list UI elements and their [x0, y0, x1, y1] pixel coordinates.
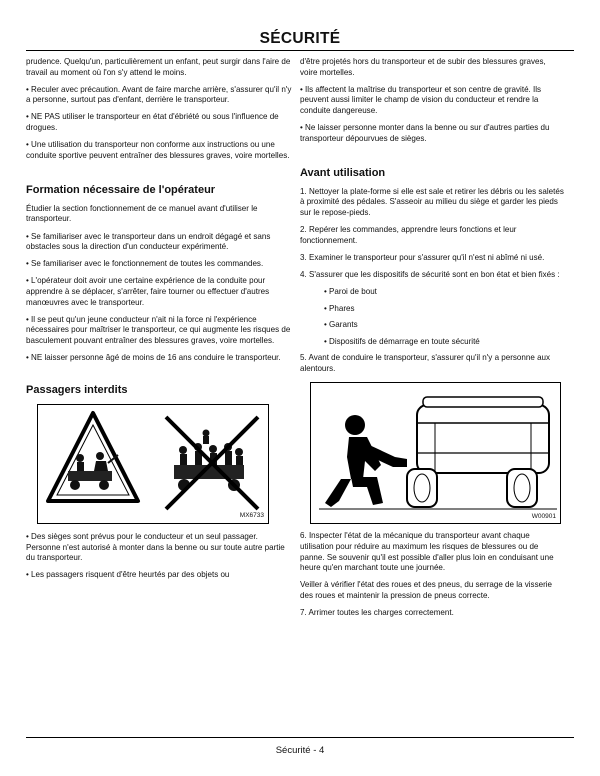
page-title: SÉCURITÉ	[259, 30, 341, 47]
page-number: Sécurité - 4	[275, 745, 325, 756]
figure-code: W00901	[531, 512, 556, 520]
footer-rule	[26, 737, 574, 738]
numbered-step: 1. Nettoyer la plate-forme si elle est sale et retirer les débris ou les saletés à proximité des pédales. S'asseoir au milieu du siège et garder les pieds sur le repose-pieds.	[300, 186, 564, 217]
bullet-paragraph: • Reculer avec précaution. Avant de faire marche arrière, s'assurer qu'il n'y a personne, surtout pas d'enfant, derrière le transporteur.	[26, 84, 292, 105]
numbered-step: 5. Avant de conduire le transporteur, s'assurer qu'il n'y a personne aux alentours.	[300, 353, 551, 373]
no-passengers-illustration	[38, 405, 268, 523]
tire-inspection-illustration	[311, 383, 560, 523]
bullet-paragraph: • Il se peut qu'un jeune conducteur n'ait ni la force ni l'expérience nécessaires pour maîtriser le transporteur, ce qui augmente les risques de basculement pouvant entraîner des blessures graves, voire mortelles.	[26, 314, 291, 345]
numbered-step: 2. Repérer les commandes, apprendre leurs fonctions et leur fonctionnement.	[300, 225, 517, 245]
sub-bullet: • Phares	[324, 303, 355, 313]
section-heading-avant: Avant utilisation	[300, 167, 386, 180]
bullet-paragraph: • Ne laisser personne monter dans la benne ou sur d'autres parties du transporteur dépourvues de sièges.	[300, 122, 550, 143]
bullet-paragraph: • Une utilisation du transporteur non conforme aux instructions ou une conduite sportive peuvent entraîner des blessures graves, voire mortelles.	[26, 140, 290, 160]
paragraph: Étudier la section fonctionnement de ce manuel avant d'utiliser le transporteur.	[26, 203, 258, 224]
section-heading-formation: Formation nécessaire de l'opérateur	[26, 184, 216, 197]
bullet-paragraph: • NE laisser personne âgé de moins de 16 ans conduire le transporteur.	[26, 352, 281, 362]
paragraph: prudence. Quelqu'un, particulièrement un enfant, peut surgir dans l'aire de travail au moment où l'on s'y attend le moins.	[26, 57, 291, 77]
bullet-paragraph: • Des sièges sont prévus pour le conducteur et un seul passager. Personne n'est autorisé à monter dans la benne ou sur toute autre partie du transporteur.	[26, 532, 285, 563]
bullet-paragraph: • Se familiariser avec le fonctionnement de toutes les commandes.	[26, 259, 264, 269]
paragraph: d'être projetés hors du transporteur et de subir des blessures graves, voire mortelles.	[300, 57, 546, 77]
bullet-paragraph: • NE PAS utiliser le transporteur en état d'ébriété ou sous l'influence de drogues.	[26, 112, 279, 132]
paragraph: Veiller à vérifier l'état des roues et des pneus, du serrage de la visserie des roues et maintenir la pression de pneus correcte.	[300, 580, 553, 600]
tire-inspection-figure	[310, 382, 561, 524]
section-heading-passagers: Passagers interdits	[26, 384, 128, 397]
numbered-step: 7. Arrimer toutes les charges correctement.	[300, 608, 454, 618]
bullet-paragraph: • Les passagers risquent d'être heurtés par des objets ou	[26, 570, 230, 580]
numbered-step: 4. S'assurer que les dispositifs de sécurité sont en bon état et bien fixés :	[300, 269, 560, 279]
bullet-paragraph: • Ils affectent la maîtrise du transporteur et son centre de gravité. Ils peuvent aussi limiter le champ de vision du conducteur et rendre la conduite dangereuse.	[300, 84, 542, 115]
header-rule	[26, 50, 574, 51]
bullet-paragraph: • Se familiariser avec le transporteur dans un endroit dégagé et sans obstacles sous la direction d'un conducteur expérimenté.	[26, 231, 271, 252]
bullet-paragraph: • L'opérateur doit avoir une certaine expérience de la conduite pour apprendre à se déplacer, s'arrêter, faire tourner ou effectuer d'autres manœuvres avec le transporteur.	[26, 276, 270, 307]
no-passengers-figure	[37, 404, 269, 524]
left-column	[26, 57, 292, 587]
right-column	[300, 57, 564, 625]
sub-bullet: • Dispositifs de démarrage en toute sécurité	[324, 336, 480, 346]
sub-bullet: • Paroi de bout	[324, 286, 377, 296]
figure-code: MX6733	[239, 512, 264, 520]
sub-bullet: • Garants	[324, 320, 358, 330]
numbered-step: 6. Inspecter l'état de la mécanique du transporteur avant chaque utilisation pour réduire au maximum les risques de blessures ou de panne. Se souvenir qu'il est possible d'aller plus loin en conduisant une heure qu'en marchant toute une journée.	[300, 531, 554, 573]
numbered-step: 3. Examiner le transporteur pour s'assurer qu'il n'est ni abîmé ni usé.	[300, 252, 545, 262]
